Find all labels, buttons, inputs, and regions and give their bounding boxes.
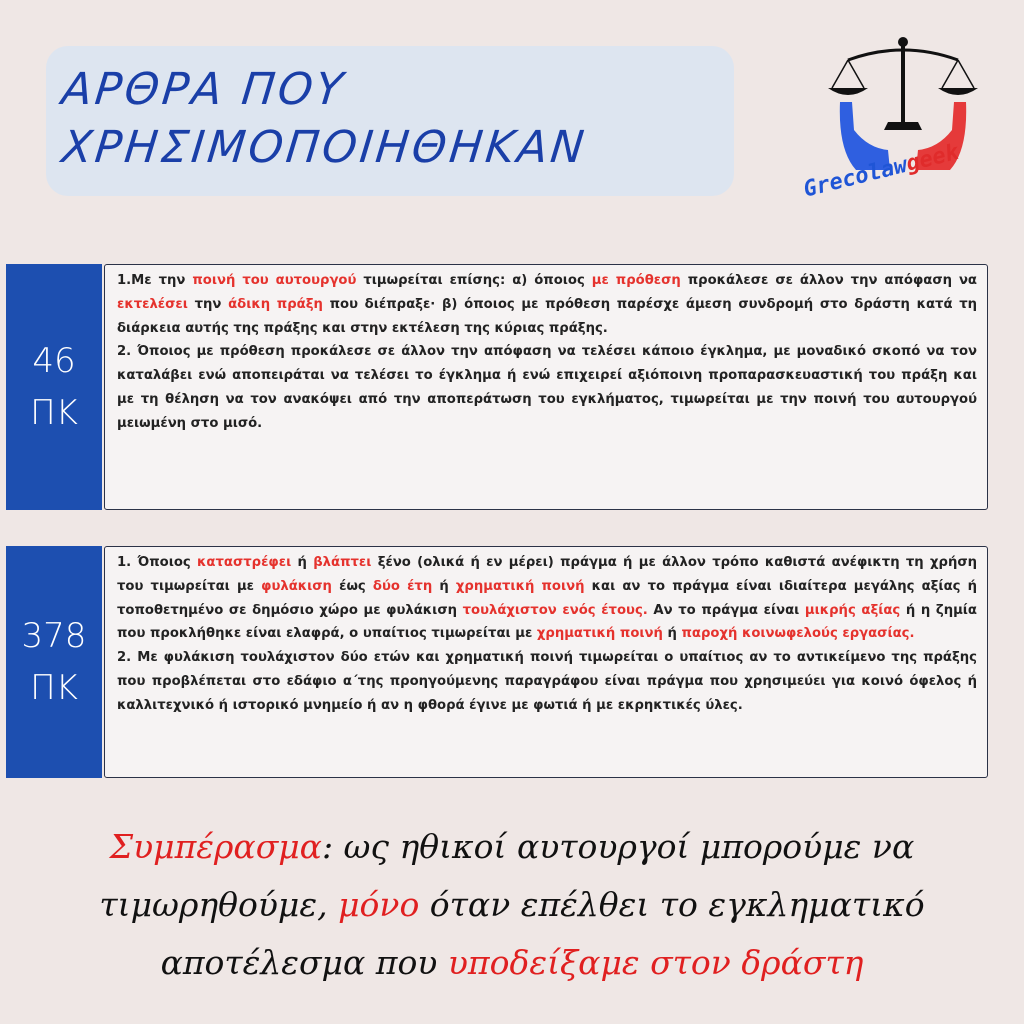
text-run: 2. Με φυλάκιση τουλάχιστον δύο ετών και χρηματική ποινή τιμωρείται ο υπαίτιος αν το αντικείμενο της πράξης που προβλέπεται στο εδάφιο α΄της προηγούμενης παραγράφου είναι πράγμα που χρησιμεύει για κοινό όφελος ή καλλιτεχνικό ή ιστορικό μνημείο ή αν η φθορά έγινε με φωτιά ή με εκρηκτικές ύλες. (117, 650, 977, 713)
text-run: : ως ηθικοί αυτουργοί μπορούμε να τιμωρηθούμε, (99, 827, 915, 924)
highlighted-text: βλάπτει (313, 555, 372, 570)
article-code-suffix: ΠΚ (30, 393, 78, 433)
highlighted-text: χρηματική ποινή (536, 626, 663, 642)
text-run: 1. Όποιος (117, 555, 198, 570)
article-code-378 (6, 546, 102, 778)
text-run: 2. Όποιος με πρόθεση προκάλεσε σε άλλον την απόφαση να τελέσει κάποιο έγκλημα, με μοναδικό σκοπό να τον καταλάβει ενώ αποπειράται να τελέσει το έγκλημα ή ενώ επιχειρεί αξιόποινη προπαρασκευαστική του πράξη και με τη θέληση να τον ανακόψει από την αποπεράτωση του εγκλήματος, τιμωρείται με την ποινή του αυτουργού μειωμένη στο μισό. (117, 344, 977, 431)
article-46 (6, 264, 988, 510)
logo-part-law: law (865, 152, 910, 187)
highlighted-text: με πρόθεση (591, 273, 681, 288)
title-line-1: ΑΡΘΡΑ ΠΟΥ (59, 64, 349, 115)
highlighted-text: υποδείξαμε στον δράστη (447, 943, 864, 982)
paragraph-1 (117, 269, 977, 340)
highlighted-text: καταστρέφει (197, 555, 292, 570)
highlighted-text: τουλάχιστον ενός έτους. (462, 602, 648, 618)
highlighted-text: Συμπέρασμα (109, 827, 322, 866)
text-run: ή (432, 578, 456, 594)
paragraph-2 (117, 646, 977, 717)
text-run: τιμωρείται επίσης: α) όποιος (356, 273, 592, 288)
text-run: ή η ζημία που προκλήθηκε είναι ελαφρά, ο υπαίτιος τιμωρείται με (117, 602, 977, 642)
article-code-number: 46 (32, 341, 76, 381)
text-run: 1.Με την (117, 273, 193, 288)
highlighted-text: ποινή του αυτουργού (192, 273, 357, 288)
logo-part-geek: geek (903, 139, 962, 177)
highlighted-text: χρηματική ποινή (455, 578, 585, 594)
highlighted-text: μικρής αξίας (804, 602, 901, 618)
highlighted-text: παροχή κοινωφελούς εργασίας. (681, 626, 915, 642)
text-run: ξένο (ολικά ή εν μέρει) πράγμα ή με άλλον τρόπο καθιστά ανέφικτη τη χρήση του τιμωρείται με (117, 555, 977, 594)
article-code-suffix: ΠΚ (30, 668, 78, 708)
paragraph-1 (117, 551, 977, 646)
highlighted-text: φυλάκιση (261, 578, 332, 594)
title-line-2: ΧΡΗΣΙΜΟΠΟΙΗΘΗΚΑΝ (59, 122, 590, 173)
article-text-378 (104, 546, 988, 778)
highlighted-text: εκτελέσει (117, 296, 188, 312)
text-run: Αν το πράγμα είναι (647, 602, 805, 618)
text-run: ή (291, 555, 314, 570)
logo-part-greco: Greco (800, 162, 872, 203)
text-run: όταν επέλθει το εγκληματικό αποτέλεσμα που (160, 885, 925, 982)
paragraph-2 (117, 340, 977, 435)
text-run: προκάλεσε σε άλλον την απόφαση να (680, 273, 977, 288)
article-code-number: 378 (21, 616, 87, 656)
text-run: ή (662, 626, 682, 642)
highlighted-text: μόνο (338, 885, 420, 924)
text-run: έως (331, 578, 373, 594)
text-run: την (187, 296, 229, 312)
highlighted-text: άδικη πράξη (228, 296, 323, 312)
text-run: και αν το πράγμα είναι ιδιαίτερα μεγάλης αξίας ή τοποθετημένο σε δημόσιο χώρο με φυλάκιση (117, 578, 977, 618)
text-run: που διέπραξε· β) όποιος με πρόθεση παρέσχε άμεση συνδρομή στο δράστη κατά τη διάρκεια αυτής της πράξης και στην εκτέλεση της κύριας πράξης. (117, 296, 977, 336)
conclusion-text (40, 818, 984, 992)
highlighted-text: δύο έτη (372, 578, 433, 594)
article-text-46 (104, 264, 988, 510)
article-code-46 (6, 264, 102, 510)
article-378 (6, 546, 988, 778)
